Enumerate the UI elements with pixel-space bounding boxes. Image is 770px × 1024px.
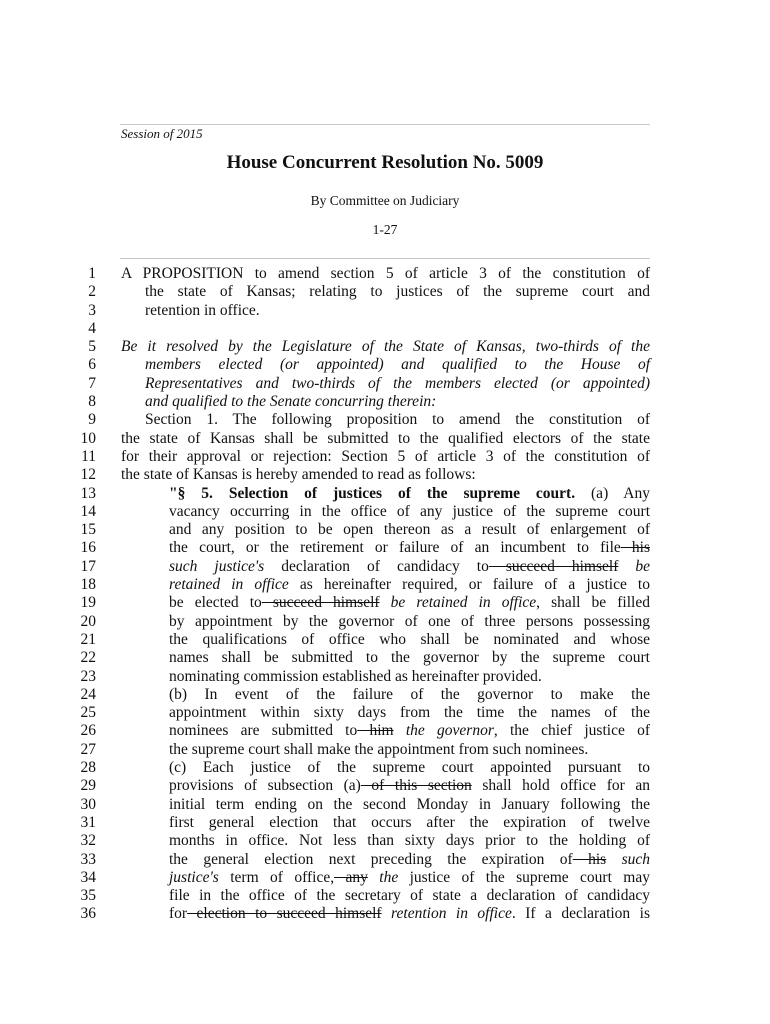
line-number: 9: [88, 411, 96, 429]
text-segment: initial term ending on the second Monday in January following the: [169, 795, 650, 813]
line-number: 14: [80, 502, 96, 520]
struck-text: election to succeed himself: [187, 905, 382, 923]
text-line: [121, 393, 650, 411]
text-segment: first general election that occurs after the expiration of twelve: [169, 813, 650, 831]
text-line: [121, 576, 650, 594]
text-line: [121, 283, 650, 301]
text-segment: by appointment by the governor of one of three persons possessing: [169, 612, 650, 630]
italic-text: and qualified to the Senate concurring therein:: [145, 393, 437, 411]
header-rule-top: [120, 124, 650, 125]
text-line: [121, 722, 650, 740]
resolution-title: House Concurrent Resolution No. 5009: [226, 152, 544, 173]
line-number: 26: [80, 722, 96, 740]
italic-text: be: [618, 557, 650, 575]
struck-text: any: [334, 868, 368, 886]
italic-text: Be it resolved by the Legislature of the State of Kansas, two-thirds of the: [121, 338, 650, 356]
line-number: 27: [80, 740, 96, 758]
text-segment: (b) In event of the failure of the governor to make the: [169, 685, 650, 703]
italic-text: justice's: [169, 868, 219, 886]
struck-text: his: [620, 539, 650, 557]
text-segment: for their approval or rejection: Section 5 of article 3 of the constitution of: [121, 447, 650, 465]
line-number: 15: [80, 521, 96, 539]
text-line: [121, 558, 650, 576]
text-segment: file in the office of the secretary of state a declaration of candidacy: [169, 887, 650, 905]
line-number: 5: [88, 338, 96, 356]
struck-text: of this section: [360, 777, 472, 795]
italic-text: the governor: [393, 722, 494, 740]
line-number: 18: [80, 576, 96, 594]
header-rule-bottom: [120, 258, 650, 259]
line-number: 34: [80, 868, 96, 886]
line-number: 8: [88, 393, 96, 411]
text-segment: the state of Kansas; relating to justices of the supreme court and: [145, 283, 650, 301]
line-number: 16: [80, 539, 96, 557]
line-number: 28: [80, 759, 96, 777]
text-line: [121, 814, 650, 832]
line-number: 12: [80, 466, 96, 484]
text-segment: the state of Kansas is hereby amended to read as follows:: [121, 466, 476, 484]
session-label: Session of 2015: [121, 126, 203, 141]
text-segment: vacancy occurring in the office of any justice of the supreme court: [169, 502, 650, 520]
text-segment: be elected to: [169, 594, 262, 612]
text-segment: the court, or the retirement or failure of an incumbent to file: [169, 539, 621, 557]
text-line: [121, 741, 650, 759]
bold-text: "§ 5. Selection of justices of the supreme court.: [169, 484, 576, 502]
line-number: 7: [88, 374, 96, 392]
text-line: [121, 869, 650, 887]
text-segment: names shall be submitted to the governor by the supreme court: [169, 649, 650, 667]
text-line: [121, 539, 650, 557]
text-segment: for: [169, 905, 188, 923]
text-line: [121, 905, 650, 923]
italic-text: be retained in office: [379, 594, 537, 612]
text-segment: the general election next preceding the expiration of: [169, 850, 573, 868]
text-line: [121, 265, 650, 283]
italic-text: members elected (or appointed) and qualified to the House of: [145, 356, 650, 374]
text-line: [121, 887, 650, 905]
italic-text: the: [367, 868, 399, 886]
text-line: [121, 411, 650, 429]
italic-text: such justice's: [169, 557, 265, 575]
text-segment: the qualifications of office who shall be nominated and whose: [169, 630, 650, 648]
text-segment: A PROPOSITION to amend section 5 of article 3 of the constitution of: [121, 265, 650, 282]
text-segment: and any position to be open thereon as a result of enlargement of: [169, 521, 650, 539]
line-number-gutter: [66, 265, 96, 924]
date-line: 1-27: [372, 222, 398, 237]
line-number: 17: [80, 557, 96, 575]
line-number: 2: [88, 283, 96, 301]
text-segment: Section 1. The following proposition to amend the constitution of: [145, 411, 650, 429]
line-number: 32: [80, 832, 96, 850]
italic-text: retention in office: [381, 905, 512, 923]
text-line: [121, 466, 650, 484]
text-line: [121, 302, 650, 320]
committee-line: By Committee on Judiciary: [310, 193, 460, 208]
text-line: [121, 485, 650, 503]
text-line: [121, 521, 650, 539]
line-number: 21: [80, 630, 96, 648]
resolution-body: [121, 265, 650, 924]
text-segment: retention in office.: [145, 301, 260, 319]
line-number: 24: [80, 685, 96, 703]
text-line: [121, 594, 650, 612]
text-line: [121, 631, 650, 649]
text-segment: provisions of subsection (a): [169, 777, 361, 795]
italic-text: Representatives and two-thirds of the members elected (or appointed): [145, 374, 650, 392]
text-line: [121, 704, 650, 722]
text-line: [121, 686, 650, 704]
text-line: [121, 320, 650, 338]
line-number: 10: [80, 429, 96, 447]
text-line: [121, 832, 650, 850]
line-number: 29: [80, 777, 96, 795]
text-segment: nominees are submitted to: [169, 722, 358, 740]
text-line: [121, 375, 650, 393]
text-segment: (c) Each justice of the supreme court appointed pursuant to: [169, 759, 650, 777]
text-segment: justice of the supreme court may: [398, 868, 650, 886]
struck-text: succeed himself: [488, 557, 619, 575]
italic-text: retained in office: [169, 576, 289, 594]
struck-text: his: [572, 850, 607, 868]
text-segment: . If a declaration is: [511, 905, 650, 923]
text-segment: months in office. Not less than sixty days prior to the holding of: [169, 832, 650, 850]
text-segment: appointment within sixty days from the time the names of the: [169, 704, 650, 722]
text-segment: shall hold office for an: [471, 777, 650, 795]
line-number: 11: [81, 447, 96, 465]
text-line: [121, 356, 650, 374]
line-number: 22: [80, 649, 96, 667]
text-segment: (a) Any: [575, 484, 650, 502]
text-segment: as hereinafter required, or failure of a justice to: [288, 576, 650, 594]
line-number: 3: [88, 301, 96, 319]
line-number: 31: [80, 813, 96, 831]
line-number: 13: [80, 484, 96, 502]
line-number: 1: [88, 265, 96, 282]
struck-text: succeed himself: [261, 594, 380, 612]
text-line: [121, 503, 650, 521]
text-line: [121, 649, 650, 667]
line-number: 33: [80, 850, 96, 868]
text-segment: the supreme court shall make the appointment from such nominees.: [169, 740, 589, 758]
line-number: 4: [88, 319, 96, 337]
text-line: [121, 851, 650, 869]
text-line: [121, 430, 650, 448]
line-number: 19: [80, 594, 96, 612]
line-number: 23: [80, 667, 96, 685]
line-number: 6: [88, 356, 96, 374]
text-line: [121, 796, 650, 814]
text-segment: , shall be filled: [536, 594, 650, 612]
text-segment: nominating commission established as hereinafter provided.: [169, 667, 542, 685]
text-segment: term of office,: [218, 868, 335, 886]
text-line: [121, 668, 650, 686]
text-segment: declaration of candidacy to: [264, 557, 489, 575]
text-segment: , the chief justice of: [493, 722, 650, 740]
struck-text: him: [357, 722, 394, 740]
line-number: 36: [80, 905, 96, 923]
line-number: 35: [80, 887, 96, 905]
text-line: [121, 338, 650, 356]
line-number: 30: [80, 795, 96, 813]
text-line: [121, 777, 650, 795]
line-number: 20: [80, 612, 96, 630]
text-line: [121, 759, 650, 777]
line-number: 25: [80, 704, 96, 722]
italic-text: such: [606, 850, 650, 868]
text-line: [121, 448, 650, 466]
text-line: [121, 613, 650, 631]
text-segment: the state of Kansas shall be submitted to the qualified electors of the state: [121, 429, 650, 447]
